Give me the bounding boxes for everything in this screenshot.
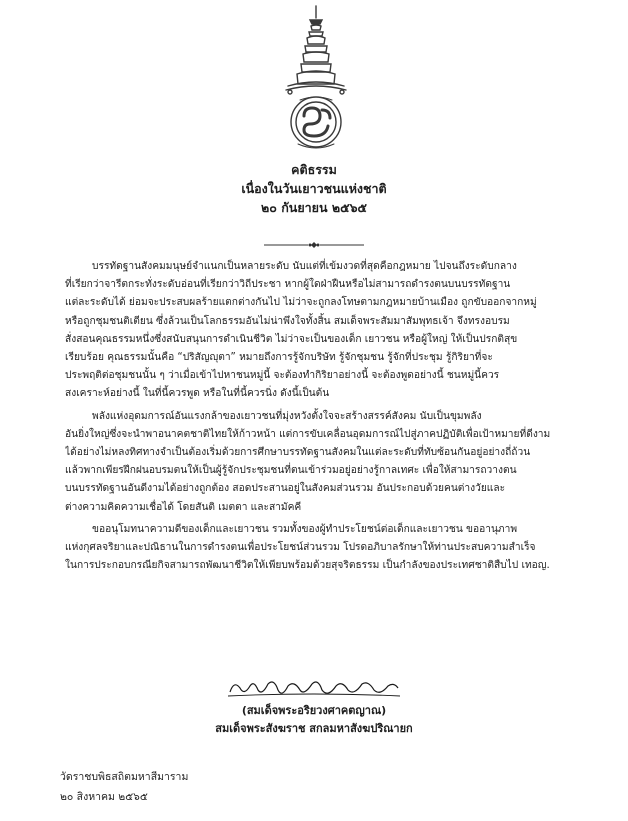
paragraph-line: ต่างความคิดความเชื่อได้ โดยสันติ เมตตา และสามัคคี (65, 501, 302, 513)
paragraph-line: แห่งกุศลจริยาและปณิธานในการดำรงตนเพื่อประโยชน์ส่วนรวม โปรดอภิบาลรักษาให้ท่านประสบความสำเร็จ (65, 542, 536, 554)
paragraph-line: อันยิ่งใหญ่ซึ่งจะนำพาอนาคตชาติไทยให้ก้าวหน้า แต่การขับเคลื่อนอุดมการณ์ไปสู่ภาคปฏิบัติเพื่อเป้าหมายที่ดีงาม (65, 428, 551, 440)
letter-date: ๒๐ กันยายน ๒๕๖๕ (261, 200, 367, 215)
paragraph-line: ประพฤติต่อชุมชนนั้น ๆ ว่าเมื่อเข้าไปหาชนหมู่นี้ จะต้องทำกิริยาอย่างนี้ จะต้องพูดอย่างนี้ ชนหมู่นี้ควร (65, 370, 500, 382)
ornamental-divider-icon (262, 241, 366, 249)
paragraph-2 (65, 408, 565, 517)
letter-footer (60, 767, 188, 807)
signature-block (0, 676, 628, 738)
paragraph-line: แต่ละระดับได้ ย่อมจะประสบผลร้ายแตกต่างกันไป ไม่ว่าจะถูกลงโทษตามกฎหมายบ้านเมือง ถูกขับออกจากหมู่ (65, 297, 537, 309)
royal-monogram-emblem-icon (276, 4, 356, 154)
paragraph-line: หรือถูกชุมชนติเตียน ซึ่งล้วนเป็นโลกธรรมอันไม่น่าพึงใจทั้งสิ้น สมเด็จพระสัมมาสัมพุทธเจ้า จึงทรงอบรม (65, 315, 510, 327)
handwritten-signature-icon (224, 676, 404, 700)
letter-header (0, 160, 628, 217)
paragraph-line: ที่เรียกว่าจารีตกระทั่งระดับอ่อนที่เรียกว่าวิถีประชา หากผู้ใดฝ่าฝืนหรือไม่สามารถดำรงตนบนบรรทัดฐาน (65, 279, 511, 291)
letter-body (65, 258, 565, 579)
letter-subtitle: เนื่องในวันเยาวชนแห่งชาติ (241, 181, 387, 196)
paragraph-line: ได้อย่างไม่หลงทิศทางจำเป็นต้องเริ่มด้วยการศึกษาบรรทัดฐานสังคมในแต่ละระดับที่ทับซ้อนกันอยู่อย่างถี่ถ้วน (65, 447, 531, 459)
signatory-name: (สมเด็จพระอริยวงศาคตญาณ) (241, 704, 387, 717)
signatory-position: สมเด็จพระสังฆราช สกลมหาสังฆปริณายก (215, 722, 413, 735)
paragraph-line: บนบรรทัดฐานอันดีงามได้อย่างถูกต้อง สอดประสานอยู่ในสังคมส่วนรวม อันประกอบด้วยคนต่างวัยและ (65, 483, 506, 495)
paragraph-line: บรรทัดฐานสังคมมนุษย์จำแนกเป็นหลายระดับ นับแต่ที่เข้มงวดที่สุดคือกฎหมาย ไปจนถึงระดับกลาง (92, 261, 517, 272)
paragraph-line: สงเคราะห์อย่างนี้ ในที่นี้ควรพูด หรือในที่นี้ควรนิ่ง ดังนี้เป็นต้น (65, 388, 330, 400)
paragraph-line: พลังแห่งอุดมการณ์อันแรงกล้าของเยาวชนที่มุ่งหวังตั้งใจจะสร้างสรรค์สังคม นับเป็นขุมพลัง (92, 410, 482, 422)
paragraph-1 (65, 258, 565, 404)
letter-title: คติธรรม (291, 162, 337, 177)
paragraph-line: เรียบร้อย คุณธรรมนั้นคือ “ปริสัญญุตา” หมายถึงการรู้จักบริษัท รู้จักชุมชน รู้จักที่ประชุม รู้กิริยาที่จะ (65, 352, 493, 364)
paragraph-line: ขออนุโมทนาความดีของเด็กและเยาวชน รวมทั้งของผู้ทำประโยชน์ต่อเด็กและเยาวชน ขออานุภาพ (92, 523, 518, 535)
issuing-date: ๒๐ สิงหาคม ๒๕๖๕ (60, 791, 148, 803)
issuing-place: วัดราชบพิธสถิตมหาสีมาราม (60, 771, 189, 783)
paragraph-line: สั่งสอนคุณธรรมหนึ่งซึ่งสนับสนุนการดำเนินชีวิต ไม่ว่าจะเป็นของเด็ก เยาวชน หรือผู้ใหญ่ ให้เป็นปรกติสุข (65, 333, 518, 345)
paragraph-line: ในการประกอบกรณียกิจสามารถพัฒนาชีวิตให้เพียบพร้อมด้วยสุจริตธรรม เป็นกำลังของประเทศชาติสืบไป เทอญ. (65, 560, 550, 572)
paragraph-line: แล้วพากเพียรฝึกฝนอบรมตนให้เป็นผู้รู้จักประชุมชนที่ตนเข้าร่วมอยู่อย่างรู้กาลเทศะ เพื่อให้สามารถวางตน (65, 465, 517, 477)
paragraph-3 (65, 521, 565, 576)
